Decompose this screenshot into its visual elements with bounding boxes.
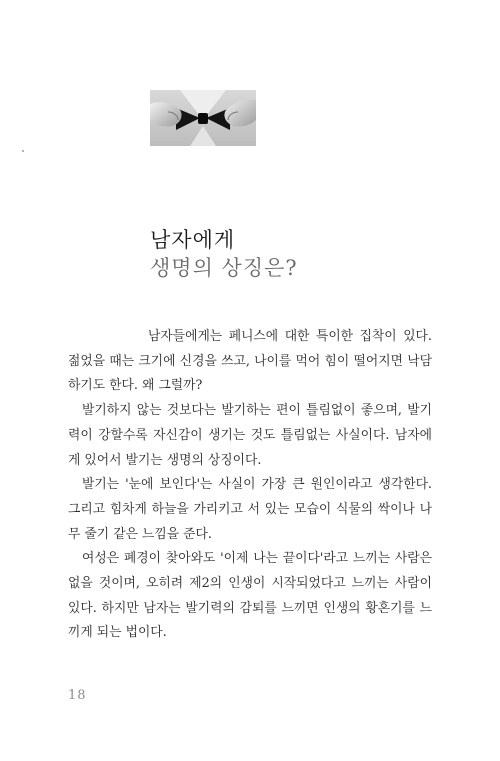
paragraph-2: 발기하지 않는 것보다는 발기하는 편이 틀림없이 좋으며, 발기력이 강할수록 자신감이 생기는 것도 틀림없는 사실이다. 남자에게 있어서 발기는 생명의 상징이다. xyxy=(68,403,432,468)
page-number: 18 xyxy=(68,688,87,703)
chapter-subtitle: 생명의 상징은? xyxy=(150,256,298,280)
chapter-title-block xyxy=(150,226,298,282)
chapter-title: 남자에게 xyxy=(150,228,236,252)
scan-speck xyxy=(22,150,24,152)
body-text xyxy=(68,325,432,646)
paragraph-3: 발기는 '눈에 보인다'는 사실이 가장 큰 원인이라고 생각한다. 그리고 힘차게 하늘을 가리키고 서 있는 모습이 식물의 싹이나 나무 줄기 같은 느낌을 준다. xyxy=(68,477,432,542)
paragraph-4: 여성은 폐경이 찾아와도 '이제 나는 끝이다'라고 느끼는 사람은 없을 것이며, 오히려 제2의 인생이 시작되었다고 느끼는 사람이 있다. 하지만 남자는 발기력의 감퇴를 느끼면 인생의 황혼기를 느끼게 되는 법이다. xyxy=(68,551,432,641)
bow-tie-illustration xyxy=(150,90,256,146)
bow-tie-photo xyxy=(150,90,256,146)
paragraph-1: 남자들에게는 페니스에 대한 특이한 집착이 있다. 젊었을 때는 크기에 신경을 쓰고, 나이를 먹어 힘이 떨어지면 낙담하기도 한다. 왜 그럴까? xyxy=(68,329,432,394)
